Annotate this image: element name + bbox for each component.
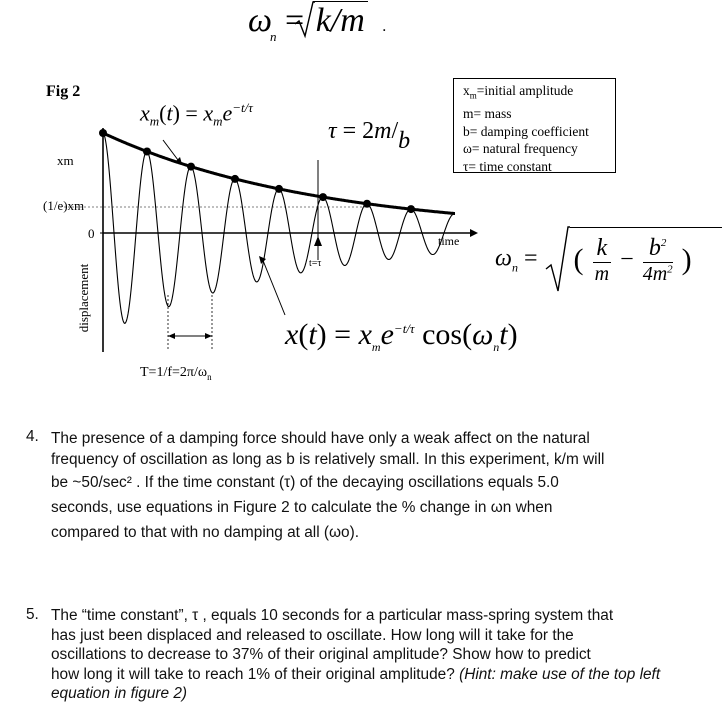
t-tau-arrow-icon: [314, 236, 322, 246]
question-line: has just been displaced and released to oscillate. How long will it take for the: [51, 626, 574, 644]
xm-label: xm: [57, 153, 74, 168]
question-hint: (Hint: make use of the top left equation in figure 2): [51, 665, 661, 702]
envelope-dot: [99, 129, 107, 137]
zero-label: 0: [88, 226, 95, 241]
sqrt-radicand: k/m: [313, 1, 368, 39]
envelope-dot: [275, 185, 283, 193]
question-line: how long it will take to reach 1% of their original amplitude? (Hint: make use of the top left equation in figure 2): [51, 665, 661, 702]
legend-item: b= damping coefficient: [463, 123, 589, 139]
question-line: seconds, use equations in Figure 2 to calculate the % change in ωn when: [51, 499, 553, 516]
envelope-dot: [231, 175, 239, 183]
envelope-dots: [99, 129, 415, 213]
question-line: The “time constant”, τ , equals 10 seconds for a particular mass-spring system that: [51, 607, 614, 624]
tau-equation: τ = 2m/b: [328, 118, 411, 154]
legend-item: τ= time constant: [463, 159, 552, 175]
omega-subscript: n: [270, 29, 277, 44]
displacement-axis-label: displacement: [76, 263, 91, 333]
envelope-curve: [103, 133, 455, 214]
omega-symbol: ω: [248, 2, 273, 39]
question-line: oscillations to decrease to 37% of their original amplitude? Show how to predict: [51, 646, 591, 663]
legend-item: m= mass: [463, 106, 512, 122]
question-line: be ~50/sec² . If the time constant (τ) of the decaying oscillations equals 5.0: [51, 474, 559, 491]
one-over-e-label: (1/e)xm: [43, 198, 85, 213]
curve-callout: [262, 258, 285, 315]
envelope-equation: $x_m(t) = x_me^{-t/\tau}$: [140, 100, 253, 129]
envelope-dot: [187, 163, 195, 171]
envelope-dot: [407, 205, 415, 213]
question-line: compared to that with no damping at all (ωo).: [51, 524, 360, 541]
t-tau-label: t=τ: [309, 258, 322, 269]
period-arrow-right-icon: [205, 333, 212, 339]
trailing-dot: .: [382, 18, 387, 35]
oscillation-curve: [103, 133, 455, 323]
legend-item: $x_m=initial$ amplitude: [463, 83, 574, 101]
question-4: [26, 428, 686, 545]
curve-callout-arrow-icon: [259, 256, 266, 264]
question-number: 5.: [26, 606, 39, 623]
displacement-equation: $x(t) = x_me^{-t/\tau}$ $\cos(\omega_nt)$: [285, 318, 518, 354]
envelope-dot: [363, 200, 371, 208]
equals-sign: =: [285, 2, 305, 39]
question-number: 4.: [26, 428, 39, 445]
envelope-dot: [319, 193, 327, 201]
question-line: frequency of oscillation as long as b is relatively small. In this experiment, k/m will: [51, 451, 605, 468]
question-line: The presence of a damping force should have only a weak affect on the natural: [51, 430, 590, 447]
legend-item: ω= natural frequency: [463, 141, 578, 157]
x-axis-arrow-icon: [470, 229, 478, 237]
envelope-dot: [143, 148, 151, 156]
figure-label: Fig 2: [46, 83, 81, 100]
question-5: [26, 606, 686, 704]
sqrt-large-icon: [544, 225, 570, 295]
period-arrow-left-icon: [168, 333, 175, 339]
damped-frequency-equation: $\omega_n$ = ( k m − $b^2$ $4m^2$ ): [495, 225, 692, 295]
period-label: $T=1/f=2\pi/\omega_n$: [140, 365, 212, 382]
time-axis-label: time: [438, 234, 460, 248]
